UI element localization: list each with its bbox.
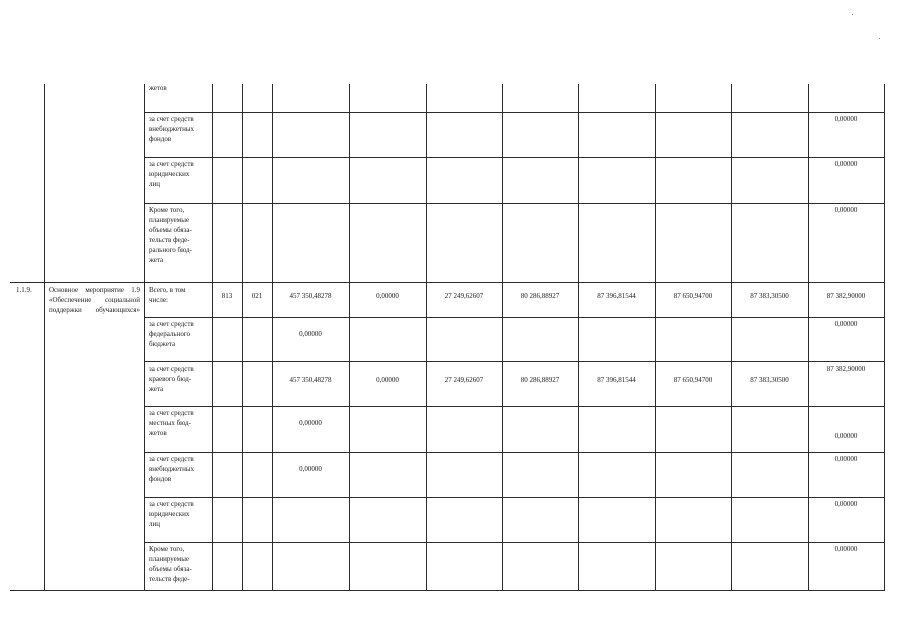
col-line [578,84,579,591]
funding-source-label: за счет средств местных бюд- жетов [149,409,194,437]
scan-speck [879,38,880,39]
col-line [655,84,656,591]
amount-cell: 0,00000 [834,545,858,553]
col-line [731,84,732,591]
funding-source-label: за счет средств внебюджетных фондов [149,455,195,483]
col-line [502,84,503,591]
col-line [349,84,350,591]
row-line [144,452,884,453]
amount-cell: 87 650,94700 [673,376,713,384]
amount-cell: 0,00000 [834,160,858,168]
bottom-rule [10,590,885,591]
amount-cell: 0,00000 [376,292,399,300]
amount-cell: 0,00000 [834,455,858,463]
funding-source-label: жетов [149,84,167,92]
funding-source-label: за счет средств краевого бюд- жета [149,365,194,393]
amount-cell: 87 396,81544 [597,292,636,300]
row-line [144,497,884,498]
row-line [144,203,884,204]
row-number: 1.1.9. [16,286,32,294]
amount-cell: 0,00000 [834,206,858,214]
amount-cell: 0,00000 [299,419,322,427]
amount-cell: 87 382,90000 [826,365,866,373]
row-line [144,112,884,113]
amount-cell: 0,00000 [834,320,858,328]
amount-cell: 87 650,94700 [673,292,713,300]
code-cell: 021 [251,292,263,300]
amount-cell: 0,00000 [376,376,399,384]
funding-source-label: Кроме того, планируемые объемы обяза- тельств феде- [149,545,192,583]
amount-cell: 87 383,30500 [750,376,789,384]
amount-cell: 87 396,81544 [597,376,636,384]
amount-cell: 0,00000 [299,465,322,473]
col-line [242,84,243,591]
amount-cell: 457 350,48278 [289,376,332,384]
amount-cell: 457 350,48278 [289,292,332,300]
amount-cell: 27 249,62607 [444,376,484,384]
col-line [212,84,213,591]
funding-source-label: за счет средств внебюджетных фондов [149,115,195,143]
amount-cell: 87 382,90000 [826,292,866,300]
scan-speck [852,14,853,15]
funding-source-label: Кроме того, планируемые объемы обяза- тельств феде- рального бюд- жета [149,206,192,264]
col-line [44,84,45,591]
amount-cell: 0,00000 [834,432,858,440]
row-line [10,282,884,283]
row-line [144,542,884,543]
amount-cell: 0,00000 [834,500,858,508]
row-line [144,406,884,407]
amount-cell: 0,00000 [299,330,322,338]
amount-cell: 0,00000 [834,115,858,123]
measure-title: Основное мероприятие 1.9 «Обеспечение социальной поддержки обучающихся» [49,286,140,314]
col-line [426,84,427,591]
amount-cell: 80 286,88927 [520,376,560,384]
code-cell: 813 [221,292,233,300]
row-line [144,317,884,318]
col-line [884,84,885,591]
amount-cell: 87 383,30500 [750,292,789,300]
amount-cell: 80 286,88927 [520,292,560,300]
funding-source-label: за счет средств юридических лиц [149,160,194,188]
funding-source-label: за счет средств федерального бюджета [149,320,194,348]
row-line [144,157,884,158]
funding-source-label: Всего, в том числе: [149,286,186,304]
row-line [144,361,884,362]
col-line [144,84,145,591]
funding-source-label: за счет средств юридических лиц [149,500,194,528]
amount-cell: 27 249,62607 [444,292,484,300]
